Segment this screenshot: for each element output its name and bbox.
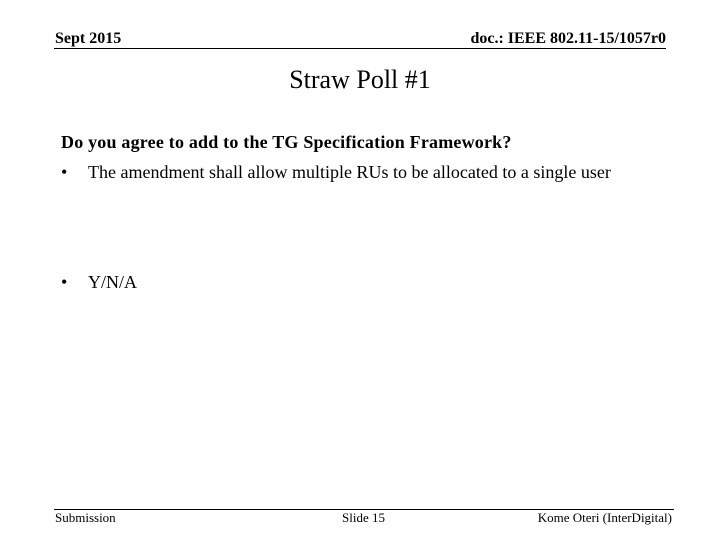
bullet-text: The amendment shall allow multiple RUs to be allocated to a single user (88, 162, 611, 182)
header-date: Sept 2015 (55, 30, 122, 47)
bullet-marker: • (61, 272, 68, 292)
footer-author: Kome Oteri (InterDigital) (537, 510, 672, 525)
bullet-text: Y/N/A (88, 272, 137, 292)
footer-submission: Submission (55, 510, 116, 525)
footer-slide-number: Slide 15 (342, 510, 385, 525)
slide-title: Straw Poll #1 (289, 65, 431, 94)
bullet-item (61, 270, 661, 294)
header-divider (54, 48, 666, 49)
bullet-item (61, 160, 661, 184)
header-doc-id: doc.: IEEE 802.11-15/1057r0 (470, 30, 666, 47)
bullet-marker: • (61, 162, 68, 182)
poll-question: Do you agree to add to the TG Specification Framework? (61, 132, 512, 152)
